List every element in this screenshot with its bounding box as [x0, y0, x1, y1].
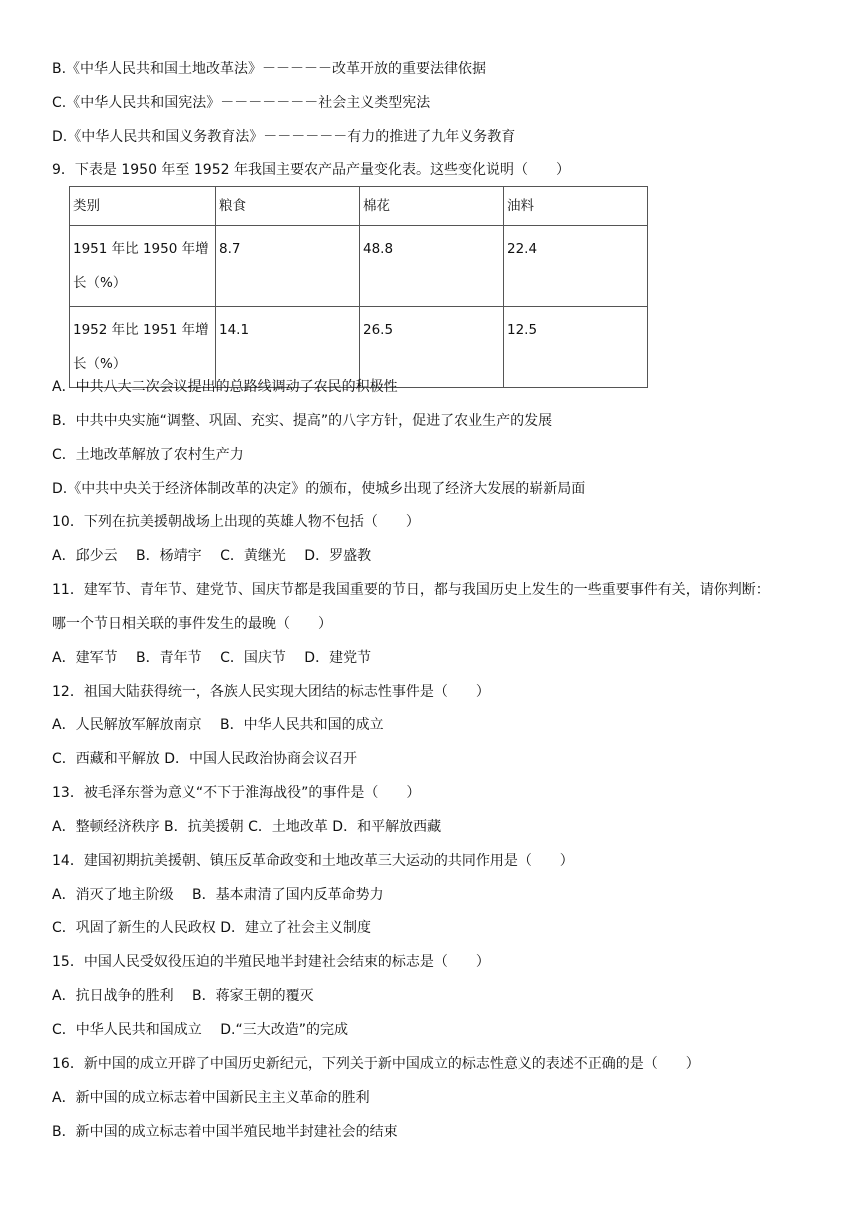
- table-row-label: [70, 307, 216, 388]
- option-line: A．新中国的成立标志着中国新民主主义革命的胜利: [52, 1090, 370, 1106]
- row-label-line: 长（%）: [73, 275, 127, 291]
- question-16: 16．新中国的成立开辟了中国历史新纪元，下列关于新中国成立的标志性意义的表述不正确的是（ ）: [52, 1056, 700, 1072]
- table-header-cell: 粮食: [216, 187, 360, 226]
- table-row: [70, 307, 648, 388]
- option-line: D.《中华人民共和国义务教育法》－－－－－－有力的推进了九年义务教育: [52, 129, 516, 145]
- crop-growth-table: [69, 186, 648, 388]
- question-11: 11．建军节、青年节、建党节、国庆节都是我国重要的节日，都与我国历史上发生的一些重要事件有关，请你判断：: [52, 582, 770, 598]
- question-13: 13．被毛泽东誉为意义“不下于淮海战役”的事件是（ ）: [52, 785, 421, 801]
- table-cell: 22.4: [504, 226, 648, 307]
- question-14: 14．建国初期抗美援朝、镇压反革命政变和土地改革三大运动的共同作用是（ ）: [52, 853, 574, 869]
- row-label-line: 长（%）: [73, 356, 127, 372]
- table-header-cell: 类别: [70, 187, 216, 226]
- option-line: C.《中华人民共和国宪法》－－－－－－－社会主义类型宪法: [52, 95, 431, 111]
- option-line: A．邱少云 B．杨靖宇 C．黄继光 D．罗盛教: [52, 548, 372, 564]
- option-line: C．土地改革解放了农村生产力: [52, 447, 244, 463]
- option-line: B．新中国的成立标志着中国半殖民地半封建社会的结束: [52, 1124, 398, 1140]
- option-line: A．中共八大二次会议提出的总路线调动了农民的积极性: [52, 379, 398, 395]
- question-12: 12．祖国大陆获得统一，各族人民实现大团结的标志性事件是（ ）: [52, 684, 490, 700]
- question-10: 10．下列在抗美援朝战场上出现的英雄人物不包括（ ）: [52, 514, 420, 530]
- option-line: B.《中华人民共和国土地改革法》－－－－－改革开放的重要法律依据: [52, 61, 487, 77]
- option-line: A．整顿经济秩序 B．抗美援朝 C．土地改革 D．和平解放西藏: [52, 819, 442, 835]
- table-cell: 14.1: [216, 307, 360, 388]
- option-line: A．人民解放军解放南京 B．中华人民共和国的成立: [52, 717, 384, 733]
- table-row: [70, 226, 648, 307]
- option-line: B．中共中央实施“调整、巩固、充实、提高”的八字方针，促进了农业生产的发展: [52, 413, 553, 429]
- table-row-label: [70, 226, 216, 307]
- option-line: A．抗日战争的胜利 B．蒋家王朝的覆灭: [52, 988, 314, 1004]
- option-line: C．巩固了新生的人民政权 D．建立了社会主义制度: [52, 920, 372, 936]
- option-line: A．消灭了地主阶级 B．基本肃清了国内反革命势力: [52, 887, 384, 903]
- question-15: 15．中国人民受奴役压迫的半殖民地半封建社会结束的标志是（ ）: [52, 954, 490, 970]
- table-header-row: [70, 187, 648, 226]
- option-line: C．西藏和平解放 D．中国人民政治协商会议召开: [52, 751, 358, 767]
- table-cell: 48.8: [360, 226, 504, 307]
- question-9: 9．下表是 1950 年至 1952 年我国主要农产品产量变化表。这些变化说明（ ）: [52, 162, 570, 178]
- table-cell: 12.5: [504, 307, 648, 388]
- question-11-cont: 哪一个节日相关联的事件发生的最晚（ ）: [52, 616, 332, 632]
- table-header-cell: 油料: [504, 187, 648, 226]
- option-line: A．建军节 B．青年节 C．国庆节 D．建党节: [52, 650, 372, 666]
- option-line: D.《中共中央关于经济体制改革的决定》的颁布，使城乡出现了经济大发展的崭新局面: [52, 481, 586, 497]
- row-label-line: 1951 年比 1950 年增: [73, 241, 209, 257]
- table-cell: 26.5: [360, 307, 504, 388]
- table-header-cell: 棉花: [360, 187, 504, 226]
- table-cell: 8.7: [216, 226, 360, 307]
- option-line: C．中华人民共和国成立 D.“三大改造”的完成: [52, 1022, 348, 1038]
- row-label-line: 1952 年比 1951 年增: [73, 322, 209, 338]
